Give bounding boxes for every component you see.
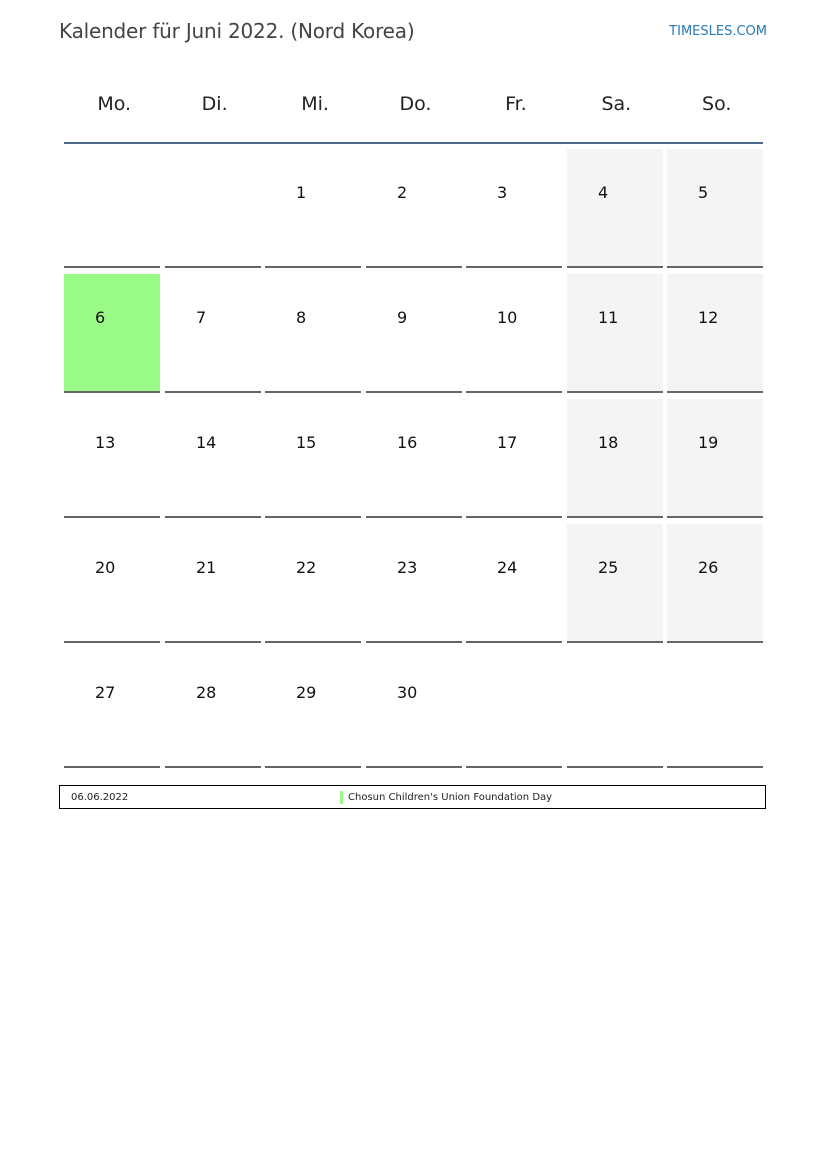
- day-number: 5: [698, 183, 709, 202]
- empty-day-cell: [165, 149, 261, 268]
- empty-day-cell: [466, 649, 562, 768]
- day-cell[interactable]: [64, 274, 160, 393]
- weekday-header: [64, 80, 763, 144]
- day-number: 4: [598, 183, 609, 202]
- day-number: 28: [196, 683, 217, 702]
- day-cell[interactable]: [64, 399, 160, 518]
- day-number: 14: [196, 433, 217, 452]
- day-cell[interactable]: [567, 274, 663, 393]
- day-cell[interactable]: [165, 399, 261, 518]
- calendar-week: [64, 144, 763, 269]
- calendar-week: [64, 269, 763, 394]
- day-cell[interactable]: [265, 149, 361, 268]
- holiday-date: 06.06.2022: [71, 792, 129, 803]
- day-number: 29: [296, 683, 317, 702]
- day-number: 6: [95, 308, 106, 327]
- day-cell[interactable]: [466, 149, 562, 268]
- day-cell[interactable]: [667, 399, 763, 518]
- weekday-label: Di.: [201, 93, 228, 115]
- day-number: 16: [397, 433, 418, 452]
- day-number: 25: [598, 558, 619, 577]
- day-cell[interactable]: [165, 524, 261, 643]
- empty-day-cell: [64, 149, 160, 268]
- day-number: 26: [698, 558, 719, 577]
- day-number: 9: [397, 308, 408, 327]
- day-cell[interactable]: [265, 649, 361, 768]
- day-number: 7: [196, 308, 207, 327]
- day-cell[interactable]: [667, 149, 763, 268]
- day-number: 23: [397, 558, 418, 577]
- day-cell[interactable]: [567, 149, 663, 268]
- day-cell[interactable]: [366, 649, 462, 768]
- day-cell[interactable]: [567, 399, 663, 518]
- calendar-title: Kalender für Juni 2022. (Nord Korea): [59, 19, 415, 43]
- holiday-color-marker: [340, 791, 343, 804]
- day-number: 21: [196, 558, 217, 577]
- weeks-container: [64, 144, 763, 769]
- day-number: 10: [497, 308, 518, 327]
- day-cell[interactable]: [64, 649, 160, 768]
- weekday-label: Fr.: [505, 93, 527, 115]
- day-number: 12: [698, 308, 719, 327]
- day-number: 15: [296, 433, 317, 452]
- day-cell[interactable]: [265, 274, 361, 393]
- day-number: 13: [95, 433, 116, 452]
- day-number: 8: [296, 308, 307, 327]
- calendar-grid: [64, 80, 763, 769]
- day-cell[interactable]: [466, 524, 562, 643]
- day-number: 19: [698, 433, 719, 452]
- day-number: 11: [598, 308, 619, 327]
- day-cell[interactable]: [366, 274, 462, 393]
- day-cell[interactable]: [667, 524, 763, 643]
- day-cell[interactable]: [366, 399, 462, 518]
- day-number: 17: [497, 433, 518, 452]
- day-number: 3: [497, 183, 508, 202]
- day-cell[interactable]: [466, 399, 562, 518]
- site-link[interactable]: TIMESLES.COM: [669, 24, 767, 39]
- empty-day-cell: [567, 649, 663, 768]
- day-cell[interactable]: [366, 524, 462, 643]
- holiday-name: Chosun Children's Union Foundation Day: [348, 792, 553, 803]
- day-cell[interactable]: [165, 649, 261, 768]
- weekday-label: Mo.: [97, 93, 132, 115]
- weekday-label: So.: [702, 93, 732, 115]
- empty-day-cell: [667, 649, 763, 768]
- weekday-label: Sa.: [601, 93, 632, 115]
- holiday-legend: [59, 785, 766, 809]
- day-cell[interactable]: [667, 274, 763, 393]
- calendar-week: [64, 394, 763, 519]
- day-number: 27: [95, 683, 116, 702]
- day-number: 2: [397, 183, 408, 202]
- day-cell[interactable]: [366, 149, 462, 268]
- day-number: 18: [598, 433, 619, 452]
- day-cell[interactable]: [466, 274, 562, 393]
- calendar-week: [64, 519, 763, 644]
- day-number: 30: [397, 683, 418, 702]
- day-number: 22: [296, 558, 317, 577]
- day-number: 24: [497, 558, 518, 577]
- day-cell[interactable]: [165, 274, 261, 393]
- day-cell[interactable]: [265, 524, 361, 643]
- day-number: 1: [296, 183, 307, 202]
- day-cell[interactable]: [265, 399, 361, 518]
- weekday-label: Do.: [399, 93, 432, 115]
- day-number: 20: [95, 558, 116, 577]
- calendar-week: [64, 644, 763, 769]
- day-cell[interactable]: [567, 524, 663, 643]
- day-cell[interactable]: [64, 524, 160, 643]
- weekday-label: Mi.: [301, 93, 329, 115]
